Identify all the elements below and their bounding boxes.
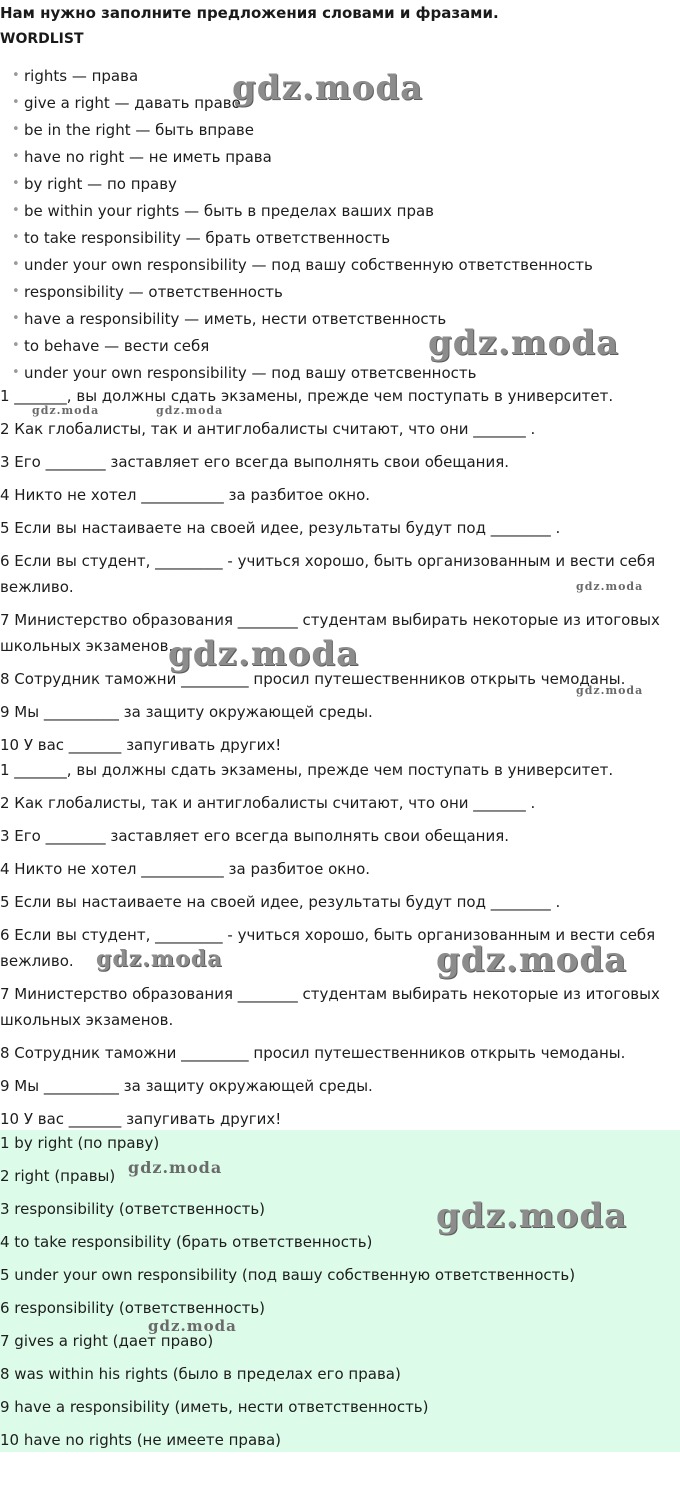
exercise-sentence-8: 8 Сотрудник таможни _________ просил путешественников открыть чемоданы. bbox=[0, 1044, 626, 1062]
watermark-logo: gdz.moda bbox=[576, 684, 644, 697]
exercise-sentence-6: 6 Если вы студент, _________ - учиться хорошо, быть организованным и вести себя bbox=[0, 552, 656, 570]
exercise-sentence-5: 5 Если вы настаиваете на своей идее, результаты будут под ________ . bbox=[0, 519, 561, 537]
watermark-logo: gdz.moda bbox=[128, 1158, 223, 1177]
watermark-logo: gdz.moda bbox=[232, 68, 424, 108]
answer-item: 1 by right (по праву) bbox=[0, 1134, 160, 1152]
exercise-sentence-10: 10 У вас _______ запугивать других! bbox=[0, 736, 282, 754]
exercise-sentence-6: 6 Если вы студент, _________ - учиться хорошо, быть организованным и вести себя bbox=[0, 926, 656, 944]
answer-item: 3 responsibility (ответственность) bbox=[0, 1200, 266, 1218]
answer-item: 4 to take responsibility (брать ответственность) bbox=[0, 1233, 373, 1251]
exercise-sentence-9: 9 Мы __________ за защиту окружающей среды. bbox=[0, 703, 373, 721]
answer-item: 7 gives a right (дает право) bbox=[0, 1332, 214, 1350]
wordlist-item: • under your own responsibility — под вашу собственную ответственность bbox=[0, 253, 593, 280]
wordlist-item: • be in the right — быть вправе bbox=[0, 118, 593, 145]
bullet-icon: • bbox=[12, 203, 20, 218]
wordlist-item: • under your own responsibility — под вашу ответсвенность bbox=[0, 361, 593, 388]
exercise-sentence-3: 3 Его ________ заставляет его всегда выполнять свои обещания. bbox=[0, 453, 510, 471]
watermark-logo: gdz.moda bbox=[168, 634, 360, 674]
bullet-icon: • bbox=[12, 122, 20, 137]
exercise-sentence-3: 3 Его ________ заставляет его всегда выполнять свои обещания. bbox=[0, 827, 510, 845]
watermark-logo: gdz.moda bbox=[576, 580, 644, 593]
answer-item: 5 under your own responsibility (под вашу собственную ответственность) bbox=[0, 1266, 576, 1284]
exercise-sentence-7: 7 Министерство образования ________ студентам выбирать некоторые из итоговых bbox=[0, 985, 660, 1003]
wordlist-item: • to take responsibility — брать ответственность bbox=[0, 226, 593, 253]
bullet-icon: • bbox=[12, 338, 20, 353]
wordlist-item: • rights — права bbox=[0, 64, 593, 91]
answer-item: 10 have no rights (не имеете права) bbox=[0, 1431, 282, 1449]
exercise-sentence-4: 4 Никто не хотел ___________ за разбитое окно. bbox=[0, 486, 371, 504]
answer-item: 6 responsibility (ответственность) bbox=[0, 1299, 266, 1317]
watermark-logo: gdz.moda bbox=[32, 404, 100, 417]
watermark-logo: gdz.moda bbox=[96, 946, 223, 972]
bullet-icon: • bbox=[12, 176, 20, 191]
wordlist-item: • by right — по праву bbox=[0, 172, 593, 199]
exercise-sentence-7-cont: школьных экзаменов. bbox=[0, 1011, 174, 1029]
page-title: Нам нужно заполните предложения словами и фразами. bbox=[0, 4, 499, 22]
bullet-icon: • bbox=[12, 149, 20, 164]
answer-item: 2 right (правы) bbox=[0, 1167, 116, 1185]
bullet-icon: • bbox=[12, 95, 20, 110]
exercise-sentence-1: 1 _______, вы должны сдать экзамены, прежде чем поступать в университет. bbox=[0, 761, 614, 779]
answer-item: 8 was within his rights (было в пределах его права) bbox=[0, 1365, 401, 1383]
exercise-sentence-2: 2 Как глобалисты, так и антиглобалисты считают, что они _______ . bbox=[0, 794, 536, 812]
exercise-sentence-1: 1 _______, вы должны сдать экзамены, прежде чем поступать в университет. bbox=[0, 387, 614, 405]
wordlist-item: • to behave — вести себя bbox=[0, 334, 593, 361]
wordlist-item: • responsibility — ответственность bbox=[0, 280, 593, 307]
watermark-logo: gdz.moda bbox=[148, 1317, 237, 1335]
wordlist-item: • be within your rights — быть в пределах ваших прав bbox=[0, 199, 593, 226]
bullet-icon: • bbox=[12, 284, 20, 299]
answers-panel bbox=[0, 1130, 680, 1452]
bullet-icon: • bbox=[12, 257, 20, 272]
watermark-logo: gdz.moda bbox=[436, 940, 628, 980]
exercise-sentence-8: 8 Сотрудник таможни _________ просил путешественников открыть чемоданы. bbox=[0, 670, 626, 688]
wordlist-item: • have a responsibility — иметь, нести ответственность bbox=[0, 307, 593, 334]
watermark-logo: gdz.moda bbox=[428, 323, 620, 363]
bullet-icon: • bbox=[12, 365, 20, 380]
exercise-sentence-2: 2 Как глобалисты, так и антиглобалисты считают, что они _______ . bbox=[0, 420, 536, 438]
bullet-icon: • bbox=[12, 68, 20, 83]
wordlist-heading: WORDLIST bbox=[0, 31, 84, 47]
wordlist-item: • have no right — не иметь права bbox=[0, 145, 593, 172]
bullet-icon: • bbox=[12, 230, 20, 245]
bullet-icon: • bbox=[12, 311, 20, 326]
wordlist-item: • give a right — давать право bbox=[0, 91, 593, 118]
exercise-sentence-4: 4 Никто не хотел ___________ за разбитое окно. bbox=[0, 860, 371, 878]
exercise-sentence-10: 10 У вас _______ запугивать других! bbox=[0, 1110, 282, 1128]
answer-item: 9 have a responsibility (иметь, нести ответственность) bbox=[0, 1398, 429, 1416]
exercise-sentence-7: 7 Министерство образования ________ студентам выбирать некоторые из итоговых bbox=[0, 611, 660, 629]
exercise-sentence-9: 9 Мы __________ за защиту окружающей среды. bbox=[0, 1077, 373, 1095]
exercise-sentence-6-cont: вежливо. bbox=[0, 578, 74, 596]
exercise-sentence-6-cont: вежливо. bbox=[0, 952, 74, 970]
watermark-logo: gdz.moda bbox=[436, 1196, 628, 1236]
exercise-sentence-5: 5 Если вы настаиваете на своей идее, результаты будут под ________ . bbox=[0, 893, 561, 911]
watermark-logo: gdz.moda bbox=[156, 404, 224, 417]
exercise-sentence-7-cont: школьных экзаменов. bbox=[0, 637, 174, 655]
